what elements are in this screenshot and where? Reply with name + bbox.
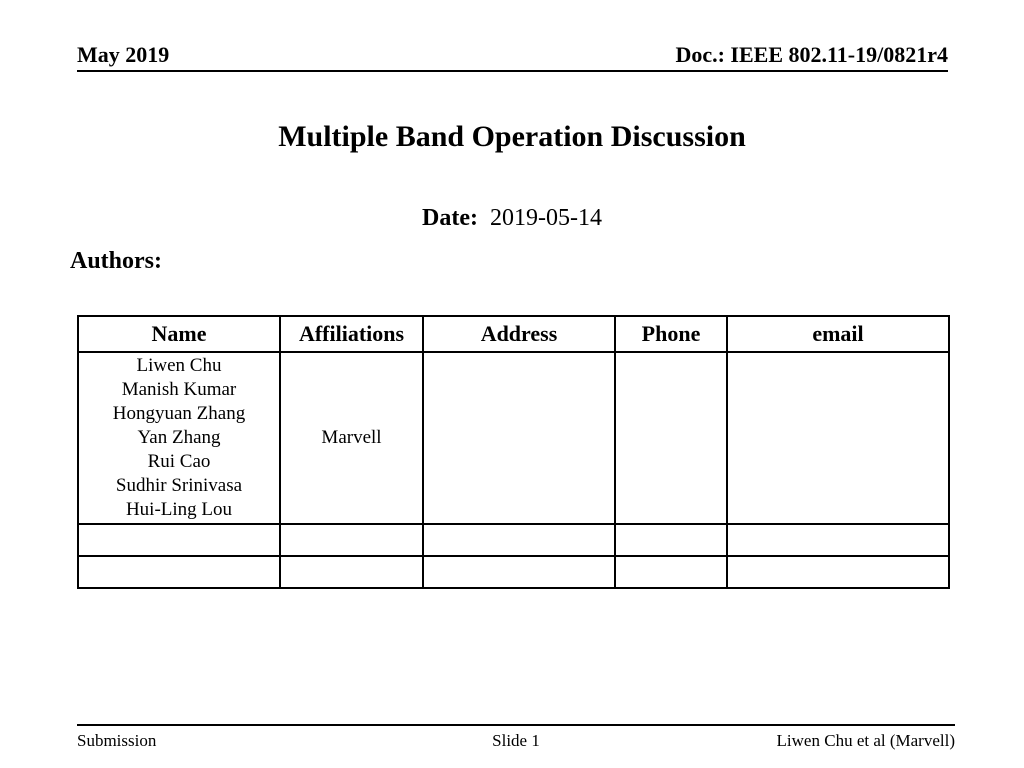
footer-submission: Submission: [77, 731, 157, 750]
cell-empty: [727, 524, 949, 556]
column-header-address: Address: [423, 316, 615, 352]
cell-empty: [615, 556, 727, 588]
column-header-affiliations: Affiliations: [280, 316, 423, 352]
slide-footer: [77, 724, 955, 750]
cell-empty: [727, 556, 949, 588]
footer-slide-number: Slide 1: [492, 731, 540, 750]
author-name: Manish Kumar: [121, 379, 237, 400]
cell-empty: [78, 524, 280, 556]
header-doc-number: Doc.: IEEE 802.11-19/0821r4: [675, 42, 948, 67]
author-name: Hui-Ling Lou: [125, 499, 233, 520]
author-name: Sudhir Srinivasa: [115, 475, 243, 496]
footer-author-credit: Liwen Chu et al (Marvell): [776, 731, 955, 750]
column-header-email: email: [727, 316, 949, 352]
cell-empty: [423, 556, 615, 588]
slide-header: [77, 42, 948, 72]
author-name: Rui Cao: [147, 451, 211, 472]
date-line: [0, 205, 1024, 232]
cell-empty: [280, 524, 423, 556]
cell-email: [727, 352, 949, 524]
authors-label: Authors:: [70, 248, 163, 274]
cell-affiliation: Marvell: [280, 352, 423, 524]
authors-table: [77, 315, 950, 589]
column-header-phone: Phone: [615, 316, 727, 352]
author-name: Hongyuan Zhang: [112, 403, 246, 424]
header-date: May 2019: [77, 42, 170, 67]
table-row-empty: [78, 556, 949, 588]
cell-empty: [78, 556, 280, 588]
date-value-text: 2019-05-14: [489, 205, 602, 231]
date-label: Date:: [422, 205, 478, 231]
cell-empty: [280, 556, 423, 588]
cell-empty: [615, 524, 727, 556]
author-name: Yan Zhang: [137, 427, 221, 448]
cell-phone: [615, 352, 727, 524]
slide-title: Multiple Band Operation Discussion: [278, 120, 746, 153]
cell-names: [78, 352, 280, 524]
table-row: [78, 352, 949, 524]
table-header-row: [78, 316, 949, 352]
cell-address: [423, 352, 615, 524]
author-name: Liwen Chu: [136, 355, 222, 376]
table-row-empty: [78, 524, 949, 556]
column-header-name: Name: [78, 316, 280, 352]
cell-empty: [423, 524, 615, 556]
